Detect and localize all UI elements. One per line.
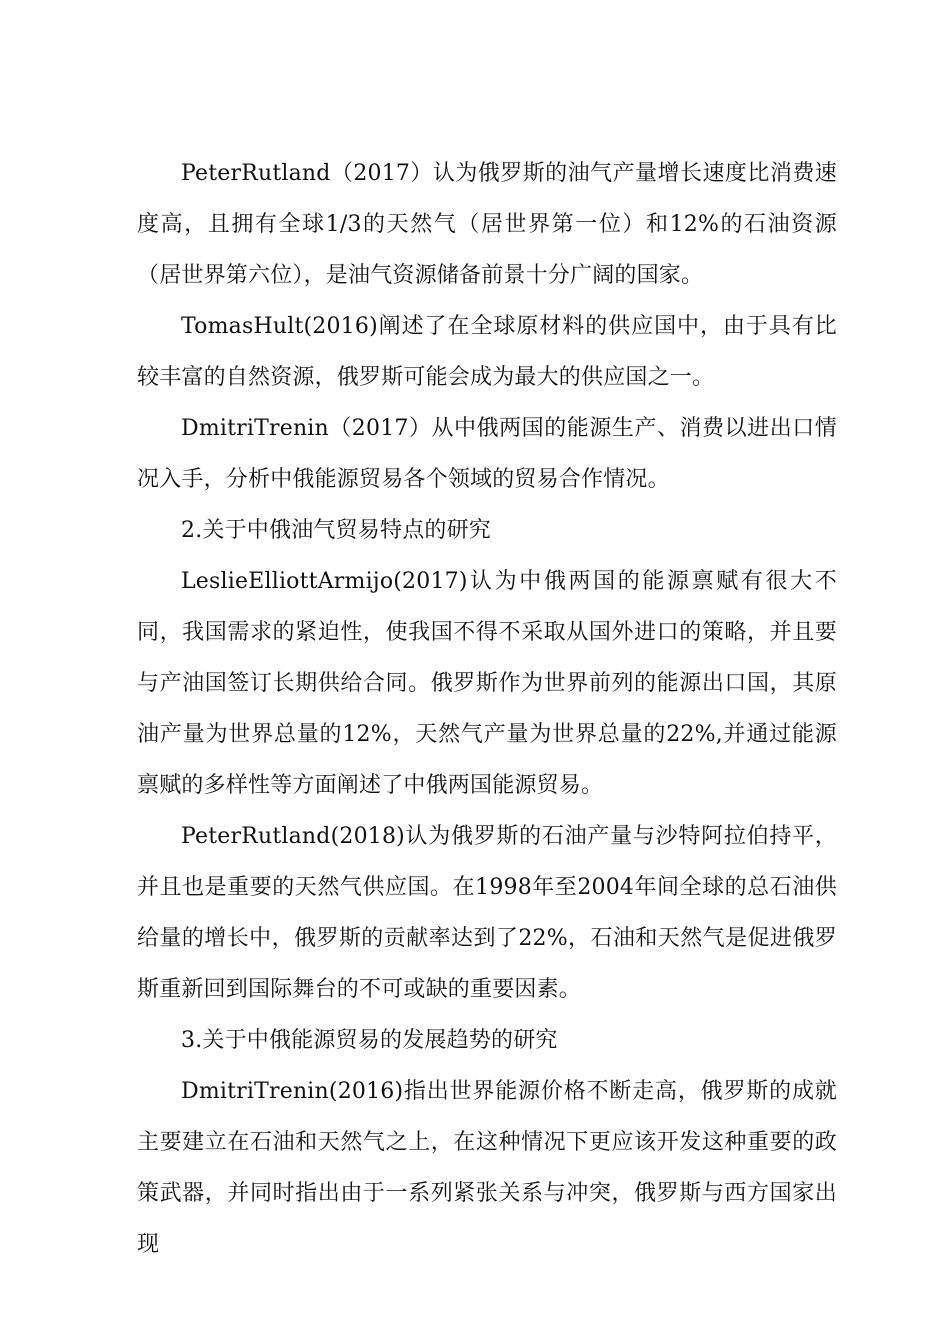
paragraph-armijo-2017: LeslieElliottArmijo(2017)认为中俄两国的能源禀赋有很大不同，我国需求的紧迫性，使我国不得不采取从国外进口的策略，并且要与产油国签订长期供给合同。俄罗斯作为世界前列的能源出口国，其原油产量为世界总量的12%，天然气产量为世界总量的22%,并通过能源禀赋的多样性等方面阐述了中俄两国能源贸易。 <box>137 569 837 798</box>
paragraph-rutland-2017: PeterRutland（2017）认为俄罗斯的油气产量增长速度比消费速度高，且拥有全球1/3的天然气（居世界第一位）和12%的石油资源（居世界第六位），是油气资源储备前景十分广阔的国家。 <box>137 161 837 288</box>
section-heading-trade-trends: 3.关于中俄能源贸易的发展趋势的研究 <box>181 1028 558 1053</box>
paragraph-hult-2016: TomasHult(2016)阐述了在全球原材料的供应国中，由于具有比较丰富的自然资源，俄罗斯可能会成为最大的供应国之一。 <box>137 314 837 390</box>
paragraph-rutland-2018: PeterRutland(2018)认为俄罗斯的石油产量与沙特阿拉伯持平，并且也是重要的天然气供应国。在1998年至2004年间全球的总石油供给量的增长中，俄罗斯的贡献率达到了22%，石油和天然气是促进俄罗斯重新回到国际舞台的不可或缺的重要因素。 <box>137 824 837 1002</box>
document-body <box>137 148 837 1270</box>
section-heading-oil-gas-trade: 2.关于中俄油气贸易特点的研究 <box>181 518 491 543</box>
paragraph-trenin-2017: DmitriTrenin（2017）从中俄两国的能源生产、消费以进出口情况入手，分析中俄能源贸易各个领域的贸易合作情况。 <box>137 416 837 492</box>
paragraph-trenin-2016: DmitriTrenin(2016)指出世界能源价格不断走高，俄罗斯的成就主要建立在石油和天然气之上，在这种情况下更应该开发这种重要的政策武器，并同时指出由于一系列紧张关系与冲突，俄罗斯与西方国家出现 <box>137 1079 837 1257</box>
